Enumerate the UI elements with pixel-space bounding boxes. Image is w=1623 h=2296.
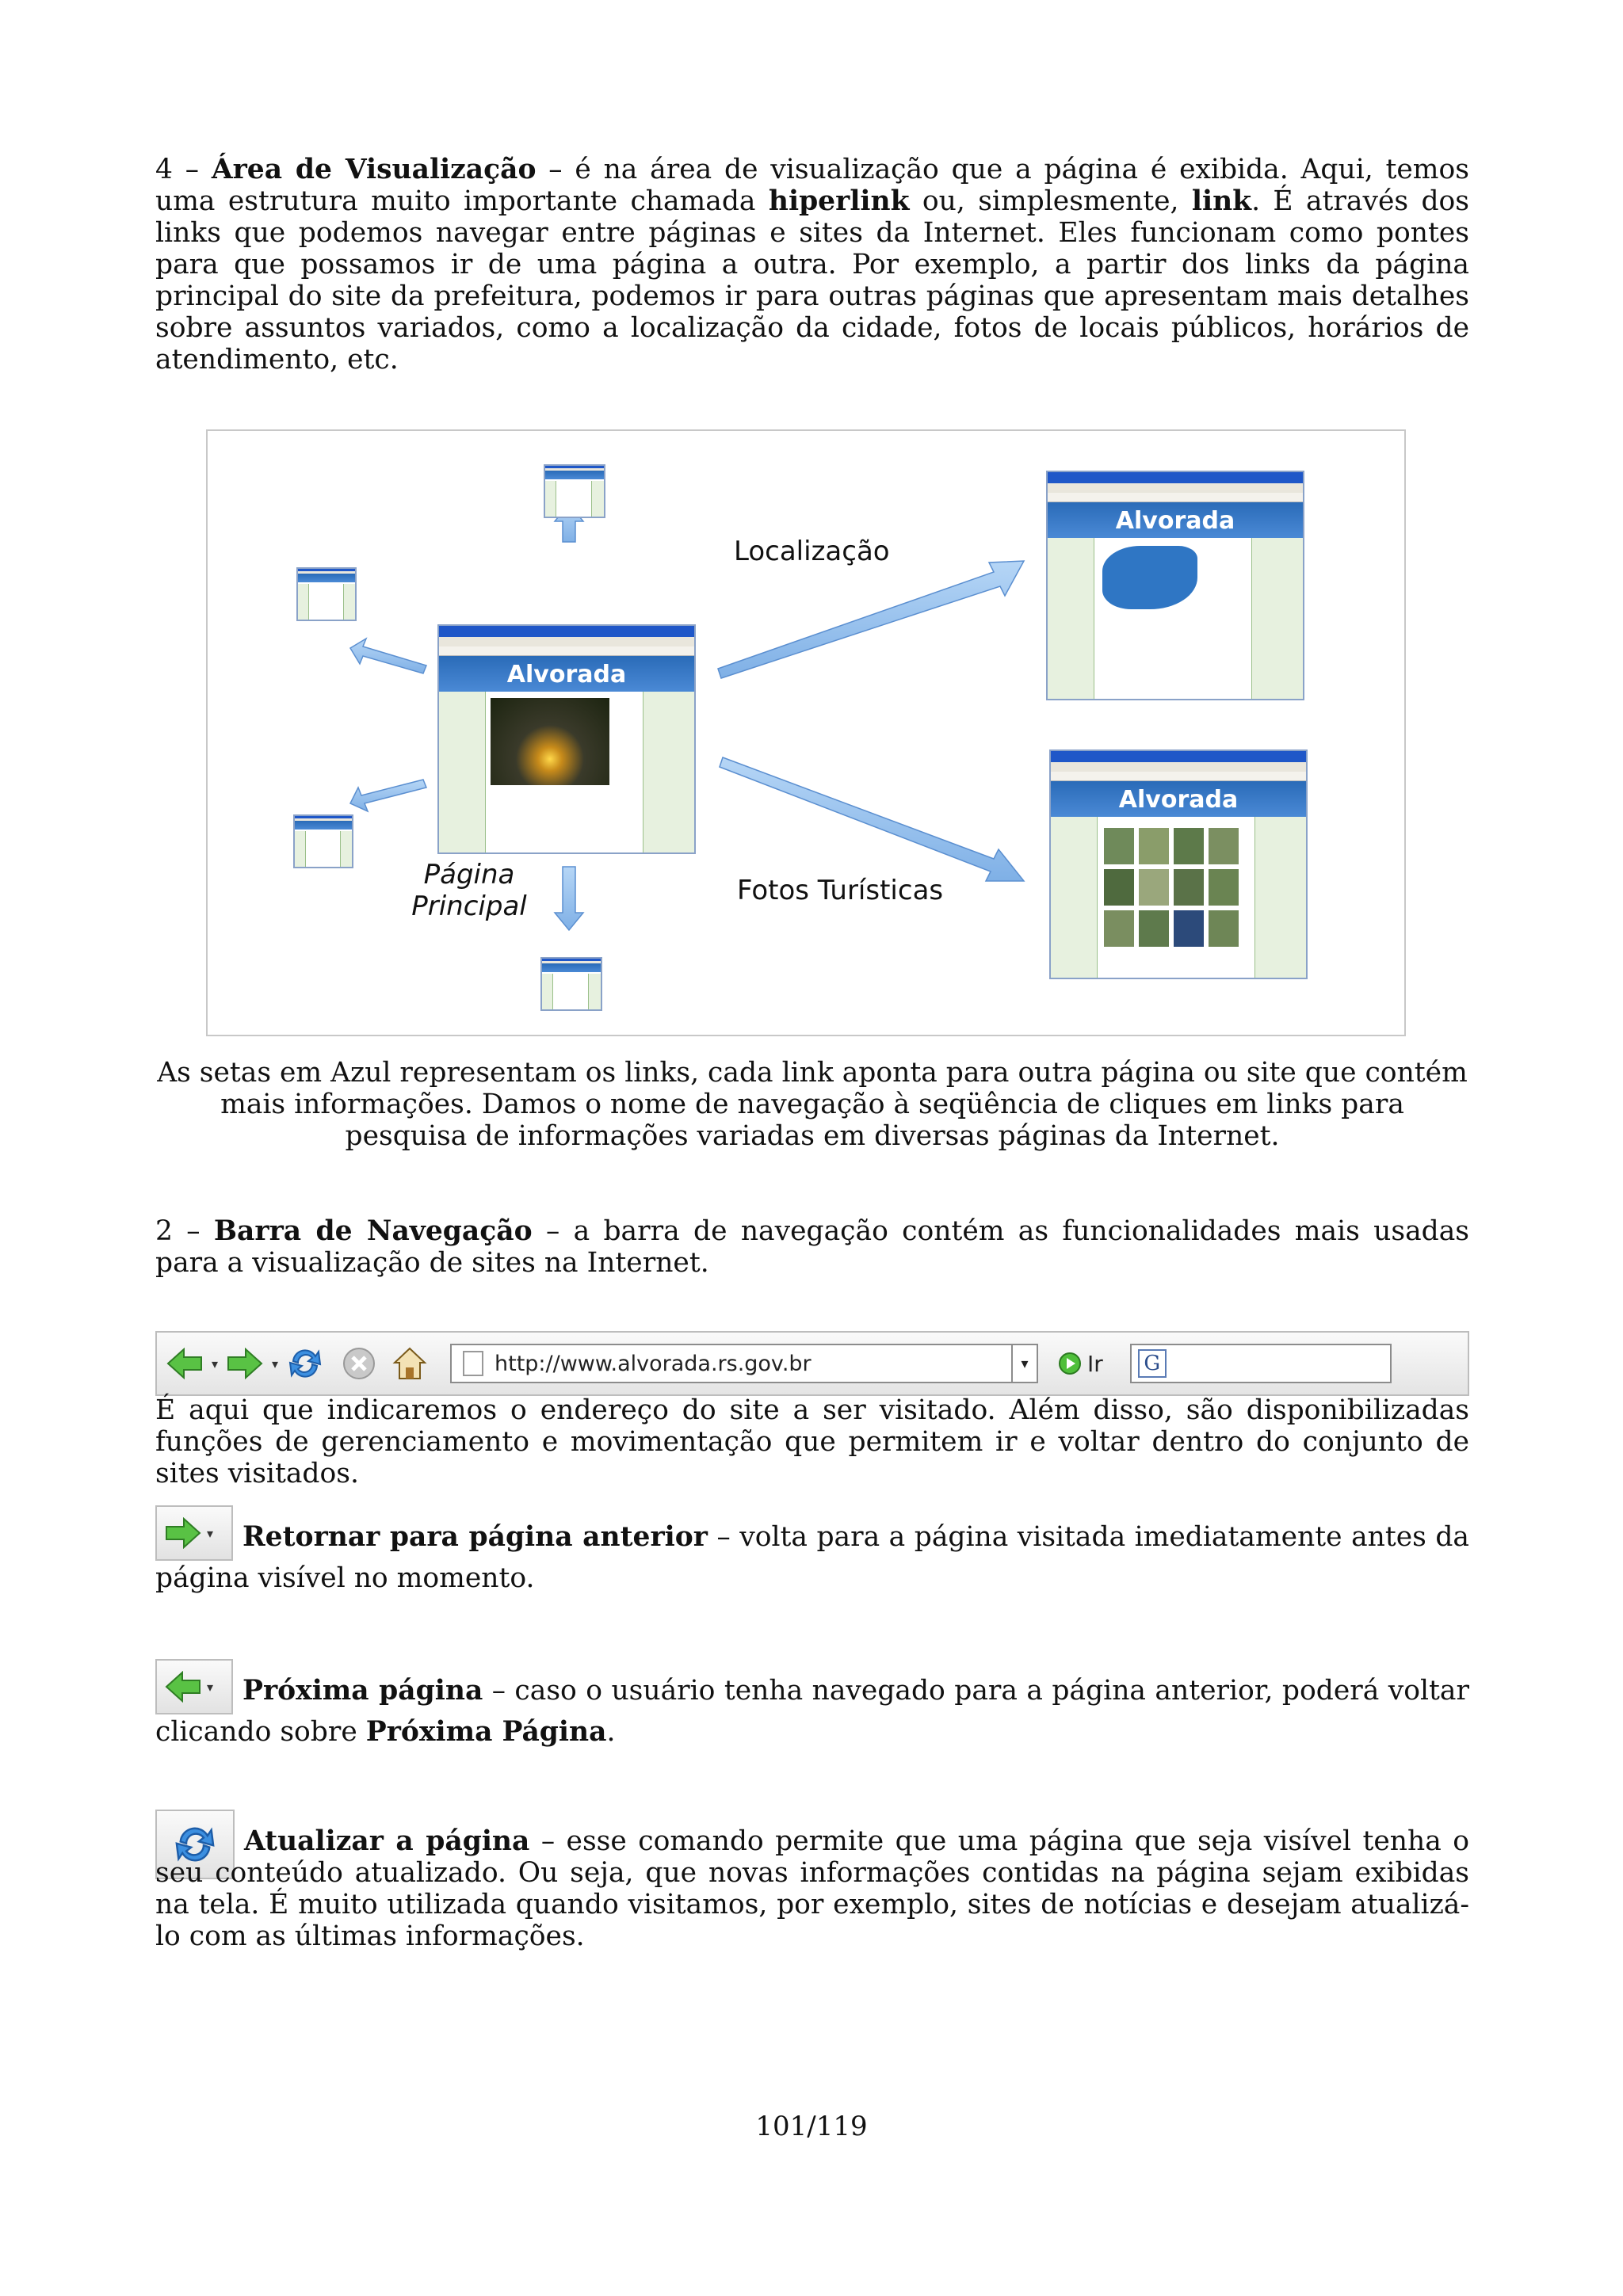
- paragraph-text: ou, simplesmente,: [909, 185, 1192, 217]
- retornar-title: Retornar para página anterior: [242, 1521, 708, 1553]
- paragraph-text: .: [606, 1716, 616, 1748]
- address-dropdown-icon[interactable]: ▾: [1011, 1345, 1037, 1382]
- page-number: 101/119: [755, 2111, 868, 2142]
- section4-paragraph: [155, 154, 1469, 376]
- section-title: Área de Visualização: [211, 154, 537, 185]
- label-localizacao: Localização: [734, 536, 890, 567]
- paragraph-text: – caso o usuário tenha navegado para a página anterior, poderá voltar clicando sobre: [155, 1675, 1469, 1748]
- go-label: Ir: [1087, 1350, 1103, 1377]
- term-hiperlink: hiperlink: [768, 185, 910, 217]
- section2-paragraph: [155, 1215, 1469, 1279]
- home-icon[interactable]: [388, 1342, 431, 1385]
- dropdown-icon: ▾: [206, 1679, 214, 1695]
- link-arrow-upper-left: [350, 639, 426, 673]
- thumbnail-lower-left: [293, 814, 353, 868]
- navigation-toolbar: [155, 1331, 1469, 1396]
- atualizar-title: Atualizar a página: [244, 1825, 530, 1857]
- back-arrow-icon[interactable]: [163, 1342, 206, 1385]
- site-banner: Alvorada: [1051, 781, 1306, 818]
- go-icon: [1057, 1351, 1083, 1376]
- site-banner: Alvorada: [439, 656, 694, 692]
- link-arrow-fotos: [720, 757, 1024, 881]
- sunset-photo: [491, 698, 609, 785]
- thumbnail-upper-left: [296, 567, 357, 621]
- forward-arrow-icon[interactable]: [223, 1342, 266, 1385]
- paragraph-text: – é na área de visualização que a página é exibida. Aqui, temos uma estrutura muito importante chamada: [155, 154, 1470, 217]
- page-icon: [463, 1351, 483, 1376]
- address-bar[interactable]: [450, 1344, 1038, 1383]
- navigation-diagram: [206, 429, 1406, 1036]
- label-line: Página: [423, 859, 515, 891]
- paragraph-text: . É através dos links que podemos navegar entre páginas e sites da Internet. Eles funcionam como pontes para que possamos ir de uma página a outra. Por exemplo, a partir dos links da página principal do site da prefeitura, podemos ir para outras páginas que apresentam mais detalhes sobre assuntos variados, como a localização da cidade, fotos de locais públicos, horários de atendimento, etc.: [155, 185, 1470, 376]
- stop-icon[interactable]: [338, 1342, 380, 1385]
- proxima-bold: Próxima Página: [365, 1716, 607, 1748]
- forward-dropdown-icon[interactable]: ▾: [271, 1356, 279, 1371]
- section-number: 4 –: [155, 154, 200, 185]
- proxima-title: Próxima página: [242, 1675, 483, 1707]
- back-dropdown-icon[interactable]: ▾: [211, 1356, 219, 1371]
- paragraph-text: – volta para a página visitada imediatamente antes da página visível no momento.: [155, 1521, 1469, 1594]
- term-link: link: [1191, 185, 1252, 217]
- paragraph-text: – esse comando permite que uma página que seja visível tenha o seu conteúdo atualizado. Ou seja, que novas informações contidas na página sejam exibidas na tela. É muito utilizada quando visitamos, por exemplo, sites de notícias e desejam atualizá-lo com as últimas informações.: [155, 1825, 1469, 1952]
- label-fotos-turisticas: Fotos Turísticas: [737, 875, 944, 906]
- main-page-screenshot: [437, 624, 696, 854]
- site-banner: Alvorada: [1048, 502, 1303, 539]
- link-arrow-lower-left: [350, 780, 426, 811]
- paragraph-text: – a barra de navegação contém as funcionalidades mais usadas para a visualização de sites na Internet.: [155, 1215, 1469, 1279]
- link-arrow-localizacao: [718, 561, 1024, 678]
- refresh-icon[interactable]: [284, 1342, 327, 1385]
- google-search-icon: G: [1138, 1349, 1167, 1378]
- section-number: 2 –: [155, 1215, 200, 1247]
- proxima-paragraph: [155, 1670, 1469, 1753]
- retornar-paragraph: [155, 1516, 1469, 1599]
- link-arrow-down: [555, 867, 583, 930]
- thumbnail-top: [544, 464, 605, 518]
- thumbnail-bottom: [540, 957, 602, 1011]
- city-map: [1102, 546, 1197, 609]
- photo-grid: [1104, 828, 1239, 947]
- figure-caption: As setas em Azul representam os links, cada link aponta para outra página ou site que contém mais informações. Damos o nome de navegação à seqüência de cliques em links para pesquisa de informações variadas em diversas páginas da Internet.: [157, 1057, 1468, 1152]
- localizacao-page-screenshot: [1046, 471, 1304, 700]
- address-url[interactable]: http://www.alvorada.rs.gov.br: [495, 1351, 812, 1376]
- label-pagina-principal: [390, 859, 548, 922]
- dropdown-icon: ▾: [206, 1525, 214, 1541]
- section-title: Barra de Navegação: [213, 1215, 533, 1247]
- go-button[interactable]: [1057, 1351, 1103, 1377]
- fotos-page-screenshot: [1049, 749, 1308, 979]
- search-field[interactable]: [1130, 1344, 1392, 1383]
- label-line: Principal: [411, 891, 527, 922]
- atualizar-paragraph: [155, 1825, 1469, 1952]
- address-paragraph: É aqui que indicaremos o endereço do site a ser visitado. Além disso, são disponibilizadas funções de gerenciamento e movimentação que permitem ir e voltar dentro do conjunto de sites visitados.: [155, 1394, 1469, 1489]
